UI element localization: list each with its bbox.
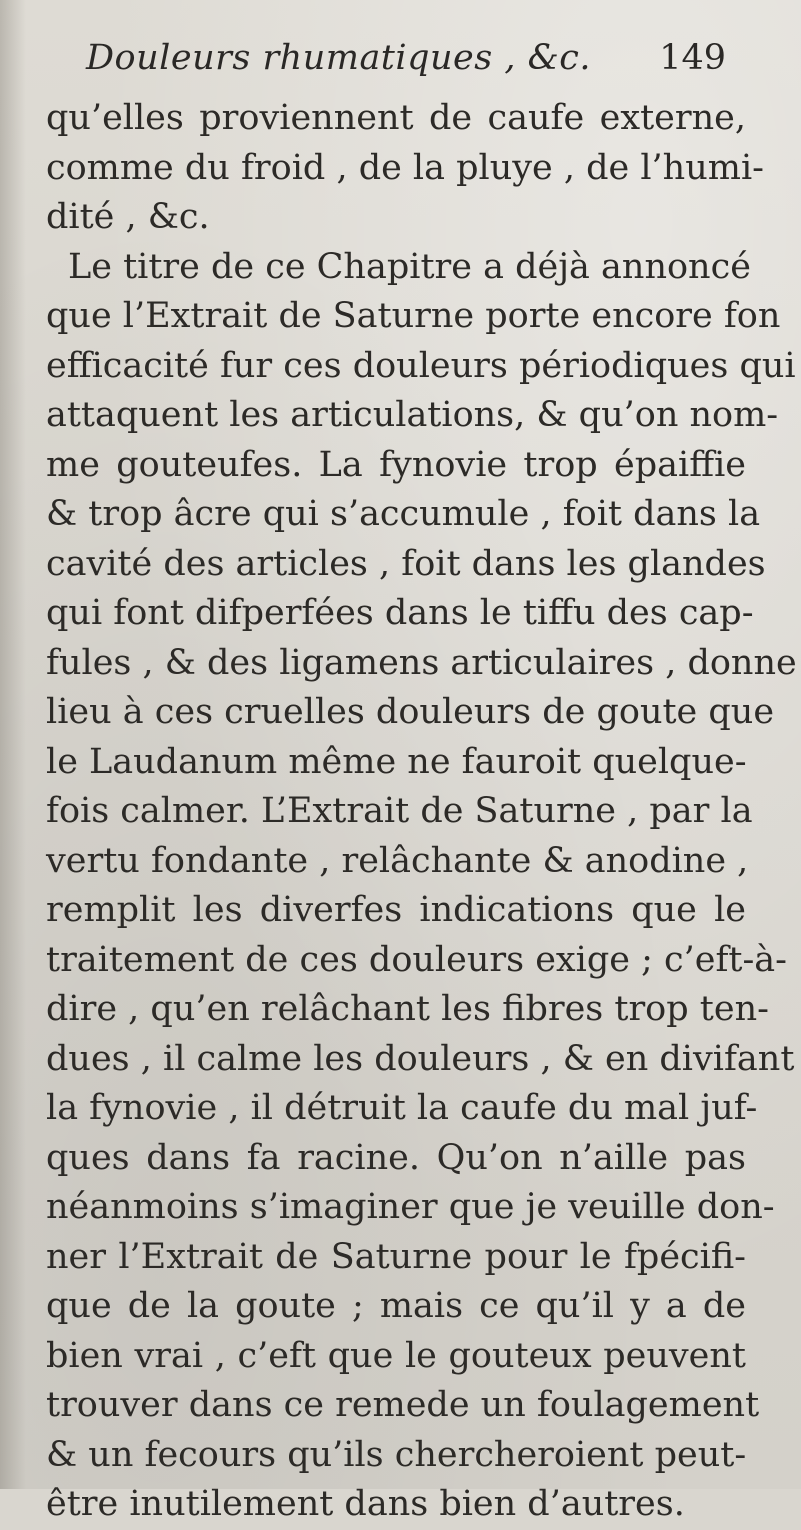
text-line: dire , qu’en relâchant les fibres trop ten- [46, 989, 769, 1029]
running-head [86, 38, 726, 88]
text-line: fois calmer. L’Extrait de Saturne , par la [46, 791, 753, 831]
text-line: ques dans fa racine. Qu’on n’aille pas [46, 1137, 746, 1178]
paragraph-start-line: Le titre de ce Chapitre a déjà annoncé [68, 246, 751, 287]
text-line: qui font difperfées dans le tiffu des cap- [46, 593, 754, 633]
text-line: la fynovie , il détruit la caufe du mal juf- [46, 1088, 758, 1128]
text-line: dues , il calme les douleurs , & en divifant [46, 1038, 795, 1079]
text-line: vertu fondante , relâchante & anodine , [46, 840, 749, 881]
text-line: ner l’Extrait de Saturne pour le fpécifi- [46, 1236, 746, 1277]
text-line: trouver dans ce remede un foulagement [46, 1385, 760, 1425]
text-line: fules , & des ligamens articulaires , donne [46, 642, 797, 683]
text-line: & un fecours qu’ils chercheroient peut- [46, 1434, 747, 1475]
text-line: cavité des articles , foit dans les glandes [46, 543, 766, 584]
text-line: lieu à ces cruelles douleurs de goute que [46, 692, 775, 732]
body-text [46, 94, 797, 1530]
text-line: traitement de ces douleurs exige ; c’eft-à- [46, 939, 787, 980]
text-line: efficacité fur ces douleurs périodiques qui [46, 345, 796, 386]
text-line: le Laudanum même ne fauroit quelque- [46, 741, 747, 782]
text-line: comme du froid , de la pluye , de l’humi- [46, 147, 764, 188]
page-gutter-shadow [0, 0, 26, 1489]
text-line: être inutilement dans bien d’autres. [46, 1484, 685, 1524]
text-line: que l’Extrait de Saturne porte encore fon [46, 296, 781, 336]
text-line: & trop âcre qui s’accumule , foit dans la [46, 494, 761, 534]
text-line: attaquent les articulations, & qu’on nom- [46, 395, 779, 435]
page-number: 149 [659, 38, 726, 78]
running-head-title: Douleurs rhumatiques , &c. [86, 38, 591, 78]
text-line: que de la goute ; mais ce qu’il y a de [46, 1286, 746, 1326]
text-line: bien vrai , c’eft que le gouteux peuvent [46, 1335, 746, 1376]
text-line: néanmoins s’imaginer que je veuille don- [46, 1187, 775, 1227]
text-line: me gouteufes. La fynovie trop épaiffie [46, 444, 746, 485]
text-line: qu’elles proviennent de caufe externe, [46, 98, 746, 138]
text-line: remplit les diverfes indications que le [46, 890, 746, 930]
text-line: dité , &c. [46, 197, 210, 237]
